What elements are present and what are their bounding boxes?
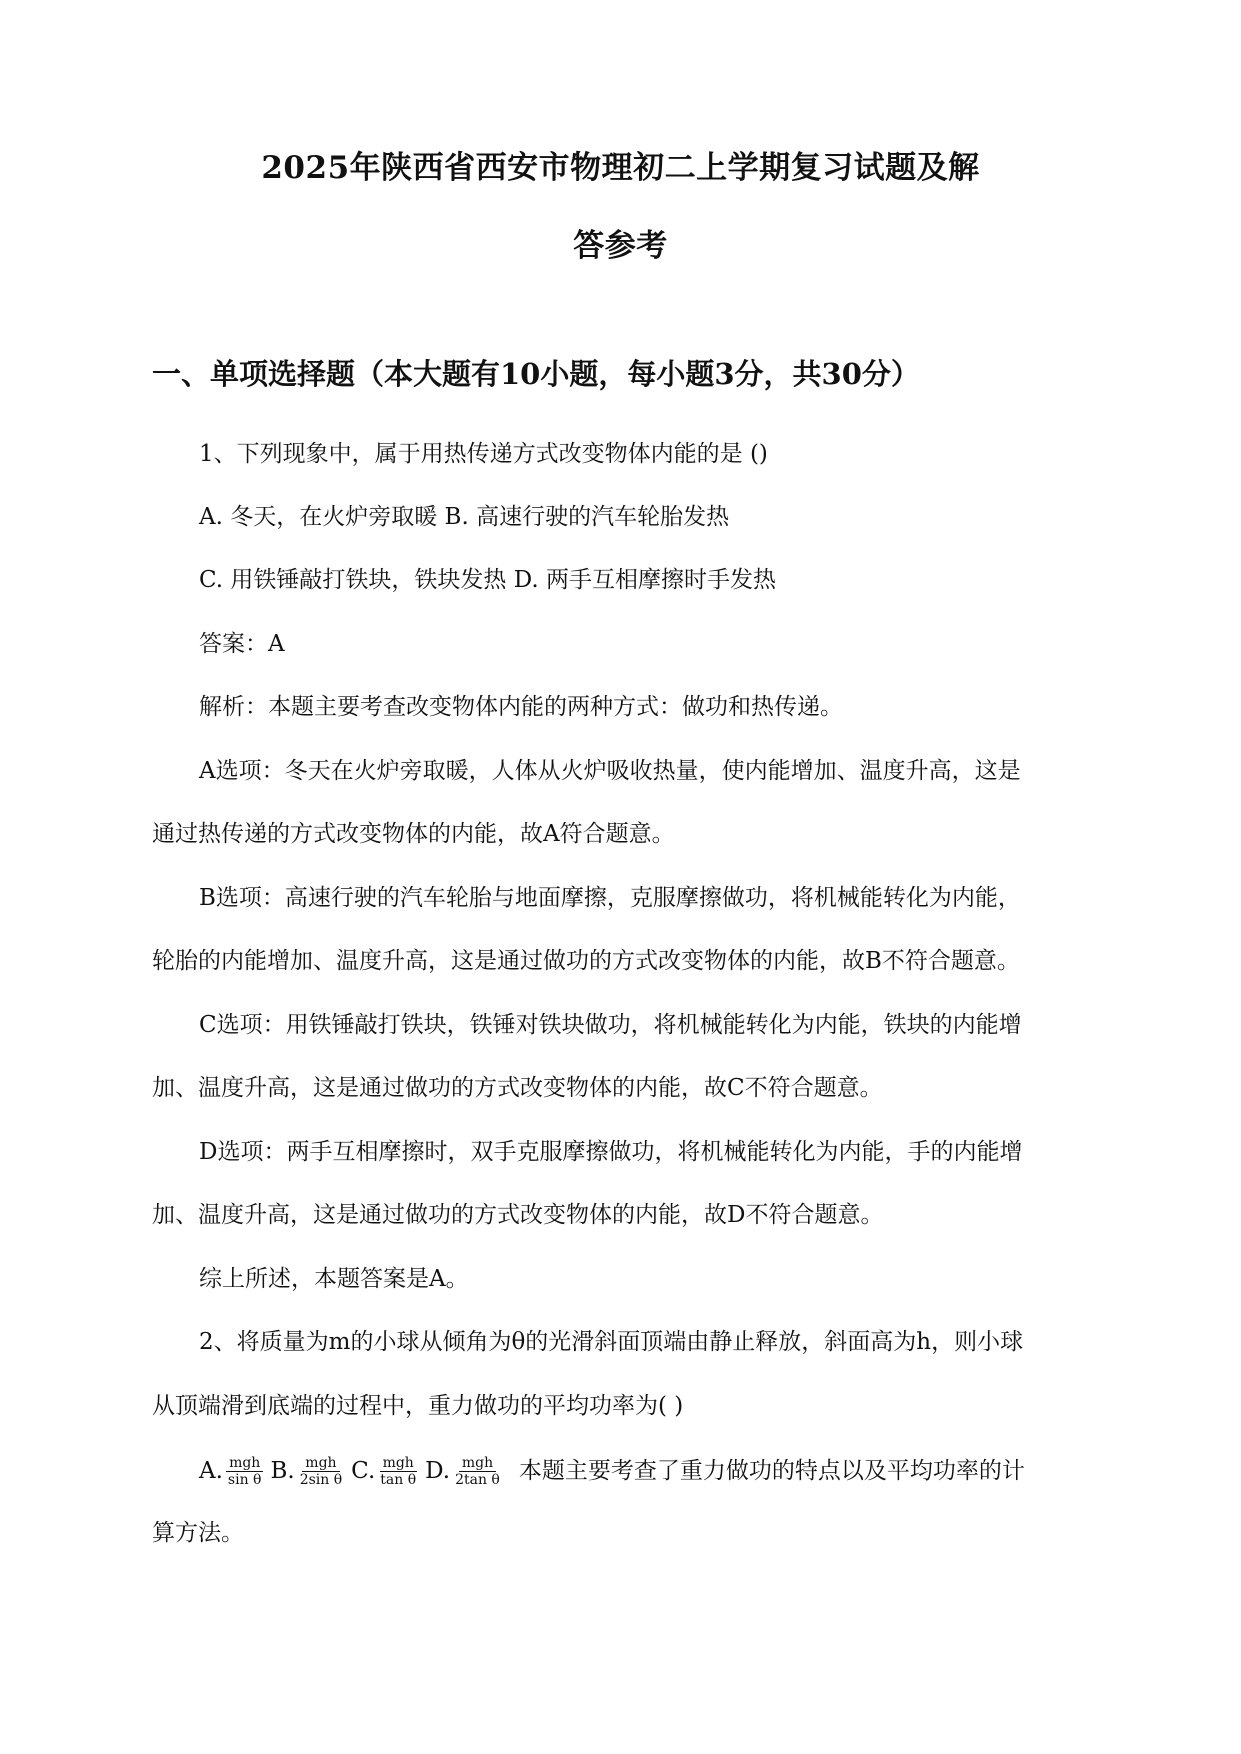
q2-option-a-fraction — [225, 1455, 265, 1488]
fraction-denominator: tan θ — [380, 1471, 417, 1488]
q1-analysis-b-line2: 轮胎的内能增加、温度升高，这是通过做功的方式改变物体的内能，故B不符合题意。 — [152, 948, 1020, 974]
q2-option-b-label: B. — [270, 1458, 295, 1484]
fraction-numerator: mgh — [380, 1455, 417, 1472]
fraction-denominator: sin θ — [227, 1471, 262, 1488]
q1-analysis: 解析：本题主要考查改变物体内能的两种方式：做功和热传递。 — [199, 694, 843, 720]
q1-summary: 综上所述，本题答案是A。 — [199, 1266, 469, 1292]
q1-analysis-d-line2: 加、温度升高，这是通过做功的方式改变物体的内能，故D不符合题意。 — [152, 1202, 884, 1228]
fraction-numerator: mgh — [302, 1455, 339, 1472]
q1-analysis-c-line1: C选项：用铁锤敲打铁块，铁锤对铁块做功，将机械能转化为内能，铁块的内能增 — [199, 1012, 1022, 1038]
fraction-numerator: mgh — [226, 1455, 263, 1472]
q2-stem-line1: 2、将质量为m的小球从倾角为θ的光滑斜面顶端由静止释放，斜面高为h，则小球 — [199, 1329, 1024, 1355]
q2-option-b-fraction — [297, 1455, 345, 1488]
fraction-denominator: 2tan θ — [455, 1471, 500, 1488]
document-title-line1: 2025年陕西省西安市物理初二上学期复习试题及解 — [261, 150, 980, 186]
q2-note-line1: 本题主要考查了重力做功的特点以及平均功率的计 — [518, 1458, 1025, 1484]
q2-option-d-fraction — [452, 1455, 503, 1488]
q2-option-d-label: D. — [425, 1458, 451, 1484]
section-heading: 一、单项选择题（本大题有10小题，每小题3分，共30分） — [152, 357, 920, 391]
q2-options-row — [199, 1446, 1025, 1496]
q1-answer: 答案：A — [199, 631, 285, 657]
q1-analysis-a-line1: A选项：冬天在火炉旁取暖，人体从火炉吸收热量，使内能增加、温度升高，这是 — [199, 758, 1021, 784]
fraction-denominator: 2sin θ — [299, 1471, 343, 1488]
q2-stem-line2: 从顶端滑到底端的过程中，重力做功的平均功率为( ) — [152, 1393, 684, 1419]
q1-analysis-a-line2: 通过热传递的方式改变物体的内能，故A符合题意。 — [152, 821, 675, 847]
q1-analysis-b-line1: B选项：高速行驶的汽车轮胎与地面摩擦，克服摩擦做功，将机械能转化为内能， — [199, 885, 1021, 911]
q2-option-c-fraction — [377, 1455, 419, 1488]
q2-option-c-label: C. — [351, 1458, 376, 1484]
q1-stem: 1、下列现象中，属于用热传递方式改变物体内能的是 () — [199, 441, 768, 467]
q2-note-line2: 算方法。 — [152, 1520, 244, 1546]
q1-options-line2: C. 用铁锤敲打铁块，铁块发热 D. 两手互相摩擦时手发热 — [199, 567, 776, 593]
q1-analysis-d-line1: D选项：两手互相摩擦时，双手克服摩擦做功，将机械能转化为内能，手的内能增 — [199, 1139, 1023, 1165]
q1-analysis-c-line2: 加、温度升高，这是通过做功的方式改变物体的内能，故C不符合题意。 — [152, 1075, 883, 1101]
document-title-line2: 答参考 — [573, 228, 668, 264]
q2-option-a-label: A. — [199, 1458, 223, 1484]
q1-options-line1: A. 冬天，在火炉旁取暖 B. 高速行驶的汽车轮胎发热 — [199, 504, 730, 530]
fraction-numerator: mgh — [459, 1455, 496, 1472]
